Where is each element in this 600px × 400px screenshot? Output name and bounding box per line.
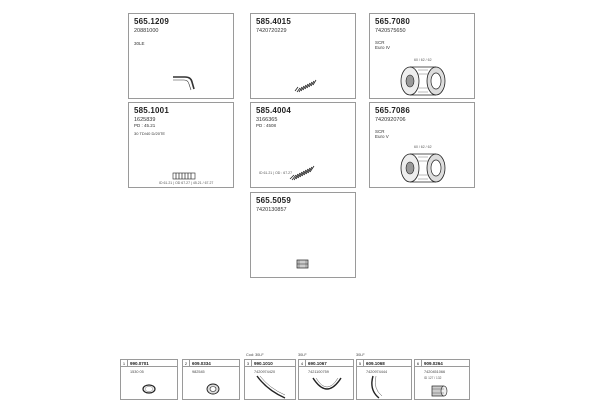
part-card-565-1209[interactable] <box>128 13 234 99</box>
part-reference: 7420720229 <box>256 28 287 34</box>
part-number: 690.1067 <box>308 361 327 366</box>
part-dimensions: ID 61.21 | OD 67.27 | 45.21 / 67.27 <box>159 181 214 185</box>
part-card-565-7086[interactable] <box>369 102 475 188</box>
part-reference: 7420575650 <box>375 28 406 34</box>
part-number: 609.0334 <box>192 361 211 366</box>
part-number: 990.0701 <box>130 361 149 366</box>
part-reference: 7420974444 <box>366 370 388 374</box>
clamp-ring-icon <box>141 383 157 395</box>
part-reference: 7420130857 <box>256 207 287 213</box>
clamp-ring-icon <box>429 384 449 398</box>
part-dimensions: 60 / 62 / 62 <box>414 145 432 149</box>
part-number: 585.4015 <box>256 17 291 26</box>
part-reference: 3166365 <box>256 117 278 123</box>
flex-hose-icon <box>171 169 201 183</box>
part-spec: SCR <box>375 129 385 134</box>
part-reference: 1625839 <box>134 117 156 123</box>
accessory-cell-3[interactable] <box>244 359 296 400</box>
part-number: 585.4004 <box>256 106 291 115</box>
part-spec: SCR <box>375 40 385 45</box>
part-number: 909.0264 <box>424 361 443 366</box>
flex-hose-icon <box>287 161 317 183</box>
part-reference: 7420920706 <box>375 117 406 123</box>
part-number: 565.7080 <box>375 17 410 26</box>
part-card-585-4004[interactable] <box>250 102 356 188</box>
muffler-drum-icon <box>398 151 448 185</box>
cell-index: 3 <box>245 360 252 367</box>
accessory-cell-5[interactable] <box>356 359 412 400</box>
clamp-ring-icon <box>295 257 311 271</box>
part-reference-2: PD : 45.21 <box>134 123 156 128</box>
cell-index: 4 <box>299 360 306 367</box>
part-card-585-1001[interactable] <box>128 102 234 188</box>
part-number: 565.1209 <box>134 17 169 26</box>
cell-index: 2 <box>183 360 190 367</box>
part-number: 990.1010 <box>254 361 273 366</box>
part-reference: 7420974420 <box>254 370 276 374</box>
part-card-585-4015[interactable] <box>250 13 356 99</box>
part-number: 585.1001 <box>134 106 169 115</box>
flex-hose-icon <box>293 77 319 95</box>
part-emission: Euro V <box>375 134 389 139</box>
part-card-565-7080[interactable] <box>369 13 475 99</box>
strip-caption: 30LF <box>298 353 307 357</box>
exhaust-strap-icon <box>309 374 345 400</box>
accessory-cell-4[interactable] <box>298 359 354 400</box>
cell-index: 1 <box>121 360 128 367</box>
accessory-cell-1[interactable] <box>120 359 178 400</box>
exhaust-strap-icon <box>253 374 289 400</box>
cell-index: 5 <box>357 360 364 367</box>
part-reference: 1530 05 <box>130 370 144 374</box>
part-emission: Euro IV <box>375 45 391 50</box>
part-number: 565.7086 <box>375 106 410 115</box>
strip-caption: 30LF <box>356 353 365 357</box>
strip-caption: Cod: 30LF <box>246 353 264 357</box>
elbow-pipe-icon <box>171 74 201 92</box>
accessory-parts-strip <box>120 353 470 400</box>
accessory-cell-2[interactable] <box>182 359 240 400</box>
part-number: 609.1068 <box>366 361 385 366</box>
part-reference: 20881000 <box>134 28 159 34</box>
part-dimensions: ID 61.21 | OD : 67.27 <box>259 171 293 175</box>
part-card-565-5059[interactable] <box>250 192 356 278</box>
part-model: 30LE <box>134 41 145 46</box>
part-model: 30 TD/40 D/20TE <box>134 131 166 136</box>
part-reference-2: PD : 4508 <box>256 123 277 128</box>
part-reference: 7420451066 <box>424 370 446 374</box>
cell-index: 6 <box>415 360 422 367</box>
accessory-cell-6[interactable] <box>414 359 470 400</box>
muffler-drum-icon <box>398 64 448 98</box>
part-dimensions: ID 127 / 132 <box>424 376 442 380</box>
part-reference: 982545 <box>192 370 205 374</box>
part-number: 565.5059 <box>256 196 291 205</box>
clamp-ring-icon <box>205 382 221 396</box>
part-dimensions: 60 / 62 / 62 <box>414 58 432 62</box>
exhaust-strap-icon <box>365 374 401 400</box>
part-reference: 7421100759 <box>308 370 329 374</box>
